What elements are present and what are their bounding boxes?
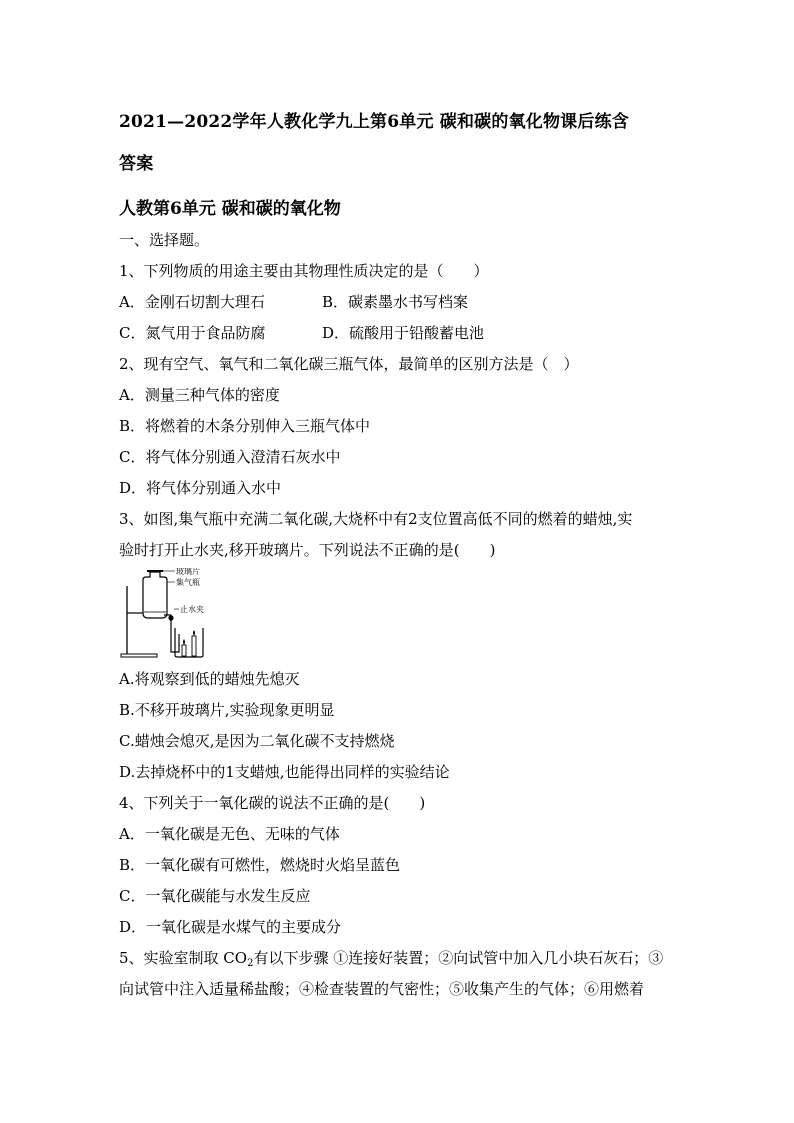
q4-option-a: A．一氧化碳是无色、无味的气体: [119, 825, 340, 843]
q3-option-a: A.将观察到低的蜡烛先熄灭: [119, 670, 300, 688]
q2-option-b: B．将燃着的木条分别伸入三瓶气体中: [119, 417, 371, 435]
experiment-diagram: [119, 568, 219, 660]
section-heading: 一、选择题。: [119, 231, 210, 249]
q3-option-c: C.蜡烛会熄灭,是因为二氧化碳不支持燃烧: [119, 732, 395, 750]
q3-option-b: B.不移开玻璃片,实验现象更明显: [119, 701, 335, 719]
apparatus-svg: [119, 568, 219, 660]
q2-option-d: D．将气体分别通入水中: [119, 479, 282, 497]
q1-option-c: C．氮气用于食品防腐: [119, 324, 266, 342]
gas-bottle: [143, 572, 167, 618]
q4-option-c: C．一氧化碳能与水发生反应: [119, 887, 311, 905]
q5-stem-post: 有以下步骤 ①连接好装置；②向试管中加入几小块石灰石；③: [253, 949, 664, 967]
high-candle: [192, 636, 196, 656]
glass-plate: [147, 570, 163, 572]
label-gas-bottle: 集气瓶: [176, 578, 200, 587]
low-candle-flame: [183, 639, 185, 645]
q5-stem-line1: [119, 943, 689, 974]
q2-option-a: A．测量三种气体的密度: [119, 386, 280, 404]
q1-options-row1: [119, 287, 689, 318]
low-candle: [182, 645, 186, 656]
q2-option-c: C．将气体分别通入澄清石灰水中: [119, 448, 341, 466]
q3-option-d: D.去掉烧杯中的1支蜡烛,也能得出同样的实验结论: [119, 763, 450, 781]
q4-stem: 4、下列关于一氧化碳的说法不正确的是( ): [119, 794, 426, 812]
q5-stem-line2: 向试管中注入适量稀盐酸；④检查装置的气密性；⑤收集产生的气体；⑥用燃着: [119, 980, 645, 998]
label-clamp: 止水夹: [180, 605, 204, 614]
q1-option-d: D．硫酸用于铅酸蓄电池: [322, 324, 485, 342]
stand-base: [121, 654, 157, 657]
q1-options-row2: [119, 318, 689, 349]
q4-option-b: B．一氧化碳有可燃性，燃烧时火焰呈蓝色: [119, 856, 401, 874]
doc-title-line1: 2021—2022学年人教化学九上第6单元 碳和碳的氧化物课后练含: [119, 112, 629, 132]
doc-subtitle: 人教第6单元 碳和碳的氧化物: [119, 199, 341, 219]
document-content: [119, 101, 689, 1005]
q3-stem-line2: 验时打开止水夹,移开玻璃片。下列说法不正确的是( ): [119, 541, 496, 559]
q1-option-b: B．碳素墨水书写档案: [322, 293, 469, 311]
q1-stem: 1、下列物质的用途主要由其物理性质决定的是（ ）: [119, 262, 489, 280]
q2-stem: 2、现有空气、氧气和二氧化碳三瓶气体，最简单的区别方法是（ ）: [119, 355, 579, 373]
q3-stem-line1: 3、如图,集气瓶中充满二氧化碳,大烧杯中有2支位置高低不同的燃着的蜡烛,实: [119, 510, 633, 528]
doc-title-line2: 答案: [119, 154, 154, 174]
high-candle-flame: [193, 630, 195, 636]
q1-option-a: A．金刚石切割大理石: [119, 293, 265, 311]
water-stop-clamp: [168, 615, 173, 620]
label-glass-plate: 玻璃片: [176, 568, 200, 576]
q5-stem-pre: 5、实验室制取 CO: [119, 949, 248, 967]
q4-option-d: D．一氧化碳是水煤气的主要成分: [119, 918, 342, 936]
q5-stem-subscript: 2: [247, 958, 254, 969]
